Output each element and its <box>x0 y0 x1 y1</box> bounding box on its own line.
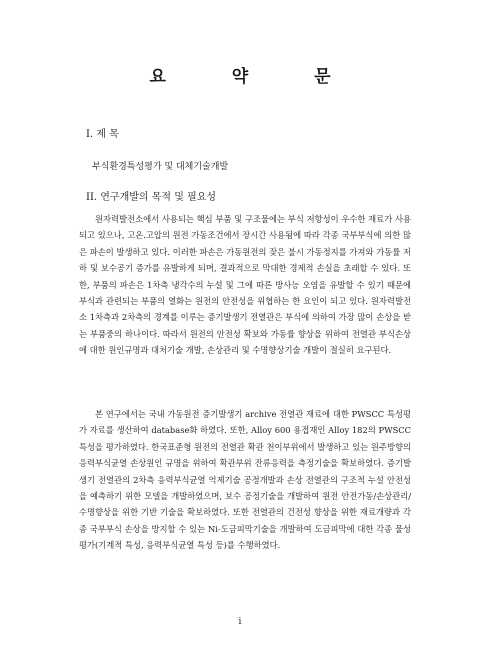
page-number: i <box>238 617 242 627</box>
paragraph-1-text: 원자력발전소에서 사용되는 핵심 부품 및 구조물에는 부식 저항성이 우수한 재료가 사용되고 있으나, 고온.고압의 원전 가동조건에서 장시간 사용됨에 따라 각종 국부부식에 의한 많은 파손이 발생하고 있다. 이러한 파손은 가동원전의 잦은 불시 가동정지를 가져와 가동률 저하 및 보수공기 증가를 유발하게 되며, 결과적으로 막대한 경제적 손실을 초래할 수 있다. 또한, 부품의 파손은 1차측 냉각수의 누설 및 그에 따른 방사능 오염을 유발할 수 있기 때문에 부식과 관련되는 부품의 열화는 원전의 안전성을 위협하는 한 요인이 되고 있다. 원자력발전소 1차측과 2차측의 경계를 이루는 증기발생기 전열관은 부식에 의하여 가장 많이 손상을 받는 부품중의 하나이다. 따라서 원전의 안전성 확보와 가동률 향상을 위하여 전열관 부식손상에 대한 원인규명과 대처기술 개발, 손상관리 및 수명향상기술 개발이 절실히 요구된다. <box>79 214 411 356</box>
paragraph-1 <box>79 211 411 359</box>
section2-heading: II. 연구개발의 목적 및 필요성 <box>86 192 217 203</box>
section1-text: 부식환경특성평가 및 대체기술개발 <box>92 162 229 172</box>
paragraph-2 <box>79 406 411 554</box>
section1-heading: I. 제 목 <box>86 129 119 140</box>
page-title: 요 약 문 <box>149 67 361 87</box>
paragraph-2-text: 본 연구에서는 국내 가동원전 증기발생기 archive 전열관 재료에 대한 PWSCC 특성평가 자료를 생산하여 database화 하였다. 또한, Alloy 600 용접재인 Alloy 182의 PWSCC 특성을 평가하였다. 한국표준형 원전의 전열관 확관 천이부위에서 발생하고 있는 원주방향의 응력부식균열 손상원인 규명을 위하여 확관부위 잔류응력을 측정기술을 확보하였다. 증기발생기 전열관의 2차측 응력부식균열 억제기술 공정개발과 손상 전열관의 구조적 누설 안전성을 예측하기 위한 모델을 개발하였으며, 보수 공정기술을 개발하여 원전 안전가동/손상관리/수명향상을 위한 기반 기술을 확보하였다. 또한 전열관의 건전성 향상을 위한 재료개량과 각종 국부부식 손상을 방지할 수 있는 Ni-도금피막기술을 개발하여 도금피막에 대한 각종 물성평가(기계적 특성, 응력부식균열 특성 등)를 수행하였다. <box>79 409 411 551</box>
